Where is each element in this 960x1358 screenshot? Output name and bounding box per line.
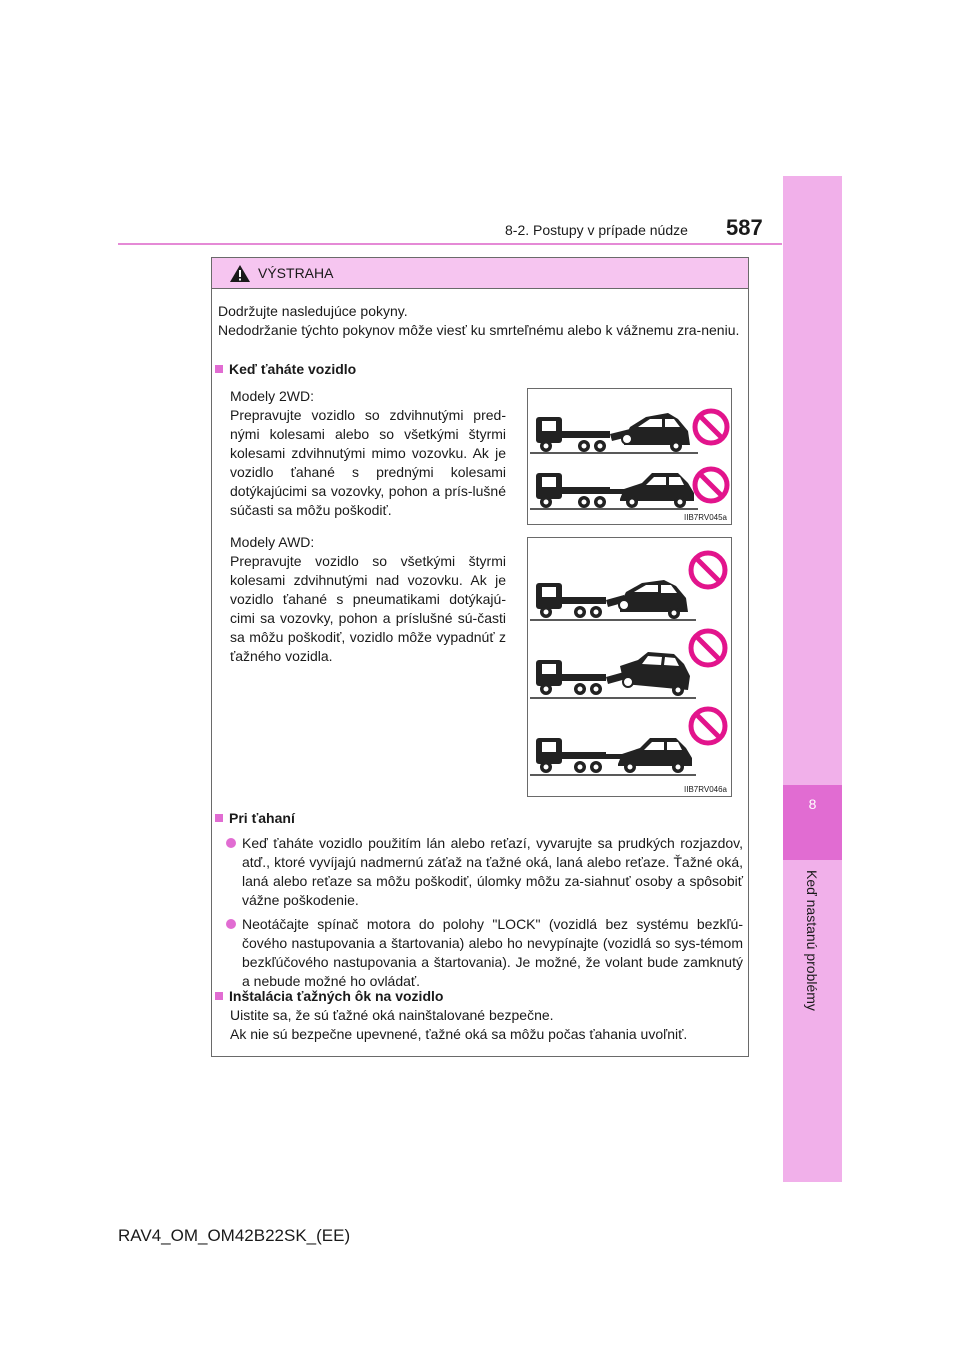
towing-heading: Keď ťaháte vozidlo [215,360,356,379]
intro-line-2: Nedodržanie týchto pokynov môže viesť ku smrteľnému alebo k vážnemu zra-neniu. [218,322,740,338]
square-bullet-icon [215,992,223,1000]
prohibition-icon [691,631,725,665]
tow-truck-icon [536,417,632,452]
tow-eyes-text [230,1006,745,1044]
models-awd-block [230,533,506,666]
warning-title: VÝSTRAHA [258,265,334,281]
figure-2wd [527,388,732,525]
while-towing-bullet-1: Keď ťaháte vozidlo použitím lán alebo reťazí, vyvarujte sa prudkých rozjazdov, atď., ktoré vyvíjajú nadmernú záťaž na ťažné oká, laná alebo reťaze. Ťažné oká, laná alebo reťaze sa môžu poškodiť, úlomky môžu za-siahnuť osoby a spôsobiť vážne poškodenie. [242,835,743,908]
chapter-title: Keď nastanú problémy [804,870,820,1011]
models-2wd-text: Prepravujte vozidlo so zdvihnutými pred-nými kolesami alebo so všetkými štyrmi kolesami zdvihnutými mimo vozovku. Ak je vozidlo ťahané s prednými kolesami dotýkajúcimi sa vozovky, pohon a prís-lušné súčasti sa môžu poškodiť. [230,407,506,518]
header-rule [118,243,782,245]
while-towing-bullet-2: Neotáčajte spínač motora do polohy "LOCK" (vozidlá bez systému bezkľú-čového nastupovania a štartovania) alebo ho nevypínajte (vozidlá so sys-témom bezkľúčového nastupovania a štartovania). Je možné, že volant bude zamknutý a nebude možné ho ovládať. [242,916,743,989]
section-title: 8-2. Postupy v prípade núdze [505,222,688,238]
car-icon [618,738,692,773]
page-number: 587 [726,215,763,240]
models-2wd-label: Modely 2WD: [230,388,315,404]
warning-header [212,258,748,289]
models-awd-label: Modely AWD: [230,534,315,550]
car-icon [620,652,690,696]
tow-truck-icon [536,473,632,508]
car-icon [620,473,694,508]
models-2wd-block [230,387,506,520]
tow-eyes-line-1: Uistite sa, že sú ťažné oká nainštalované bezpečne. [230,1007,554,1023]
figure-awd [527,537,732,797]
towing-awd-illustration [528,538,731,796]
tow-truck-icon [536,660,626,695]
tow-truck-icon [536,738,624,773]
figure-code: IIB7RV045a [684,513,727,522]
prohibition-icon [695,469,727,501]
square-bullet-icon [215,365,223,373]
document-code: RAV4_OM_OM42B22SK_(EE) [118,1226,351,1245]
figure-code: IIB7RV046a [684,785,727,794]
chapter-number: 8 [808,796,817,812]
car-icon [619,580,688,619]
circle-bullet-icon [226,838,236,848]
prohibition-icon [691,709,725,743]
intro-line-1: Dodržujte nasledujúce pokyny. [218,303,408,319]
warning-triangle-icon [229,264,251,283]
models-awd-text: Prepravujte vozidlo so všetkými štyrmi kolesami zdvihnutými nad vozovku. Ak je vozidlo ťahané s pneumatikami dotýkajú-cimi sa vozovky, pohon a príslušné sú-časti sa môžu poškodiť, vozidlo môže vypadnúť z ťažného vozidla. [230,553,506,664]
chapter-title-wrap [783,870,842,1170]
tow-truck-icon [536,583,626,618]
car-icon [622,413,690,452]
circle-bullet-icon [226,919,236,929]
prohibition-icon [695,411,727,443]
warning-intro [218,302,744,340]
while-towing-heading: Pri ťahaní [215,809,295,828]
square-bullet-icon [215,814,223,822]
tow-eyes-heading: Inštalácia ťažných ôk na vozidlo [215,987,443,1006]
prohibition-icon [691,553,725,587]
tow-eyes-line-2: Ak nie sú bezpečne upevnené, ťažné oká sa môžu počas ťahania uvoľniť. [230,1026,688,1042]
towing-2wd-illustration [528,389,731,524]
warning-box [211,257,749,1057]
